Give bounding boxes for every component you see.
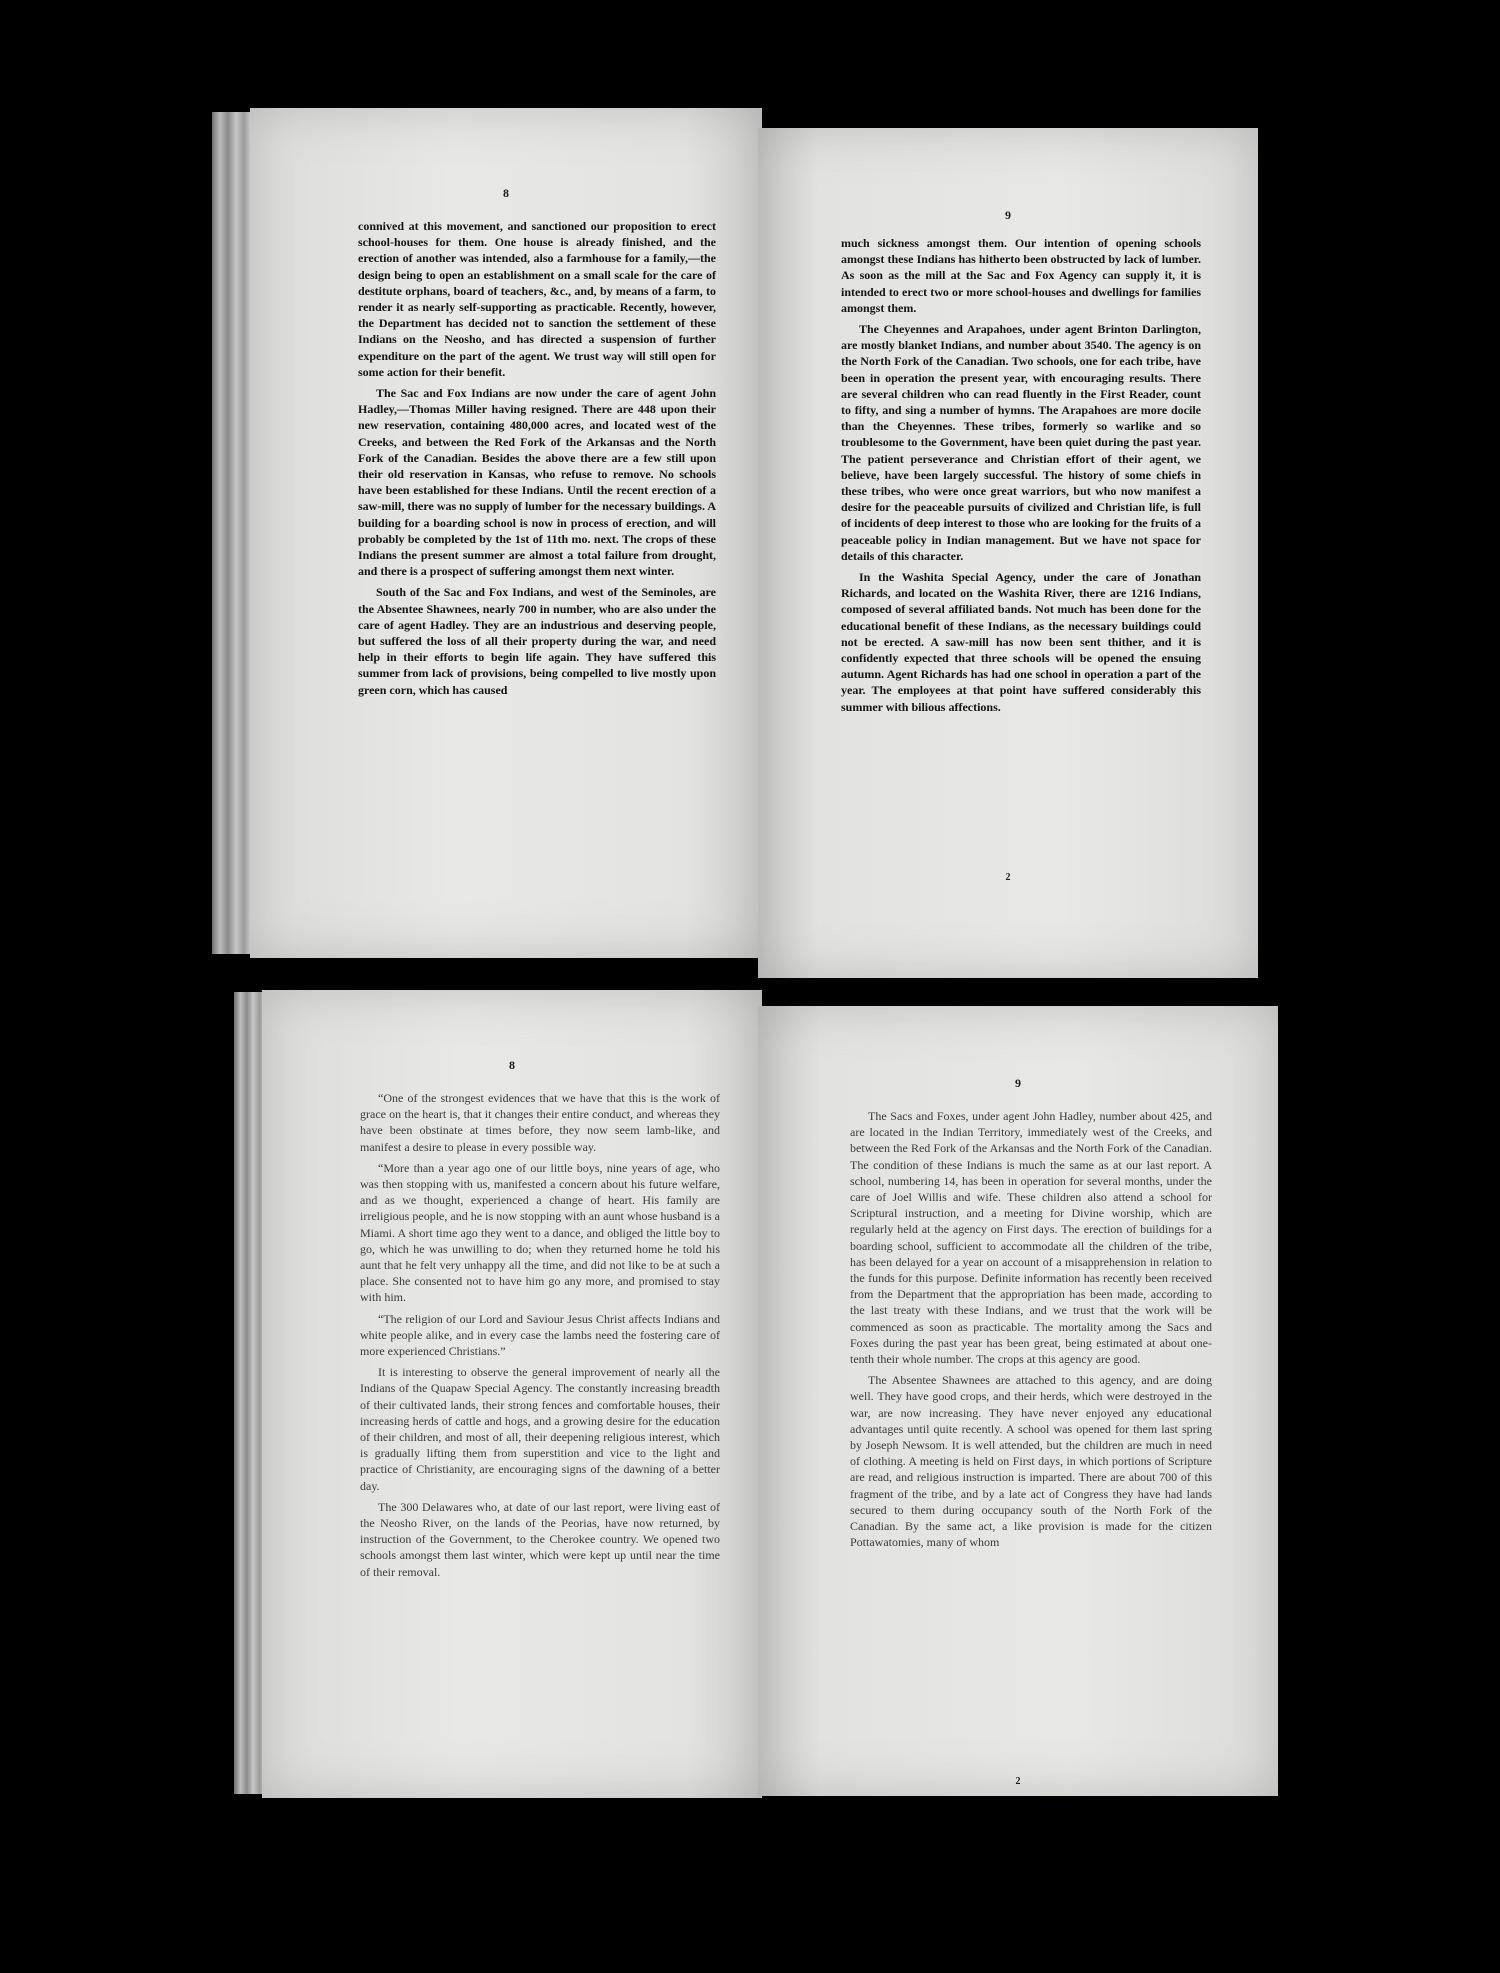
right-page xyxy=(758,1006,1278,1796)
paragraph: connived at this movement, and sanctioned our proposition to erect school-houses for them. One house is already finished, and the erection of another was intended, also a farmhouse for a family,—the design being to open an establishment on a small scale for the care of destitute orphans, board of teachers, &c., and, by means of a farm, to render it as nearly self-supporting as practicable. Recently, however, the Department has decided not to sanction the settlement of these Indians on the Neosho, and has directed a suspension of further expenditure on the part of the agent. We trust way will still open for some action for their benefit. xyxy=(358,219,716,379)
paragraph: In the Washita Special Agency, under the care of Jonathan Richards, and located on the Washita River, there are 1216 Indians, composed of several affiliated bands. Not much has been done for the educational benefit of these Indians, as the necessary buildings could not be erected. A saw-mill has now been sent thither, and it is confidently expected that three schools will be opened the ensuing autumn. Agent Richards has had one school in operation a part of the year. The employees at that point have suffered considerably this summer with bilious affections. xyxy=(841,570,1201,714)
paragraph: “One of the strongest evidences that we have that this is the work of grace on the heart is, that it changes their entire conduct, and whereas they have been obstinate at times before, they now seem lamb-like, and manifest a desire to please in every possible way. xyxy=(360,1091,720,1154)
signature-mark: 2 xyxy=(1015,1776,1021,1787)
page-text xyxy=(360,1090,720,1585)
paragraph: The Sacs and Foxes, under agent John Hadley, number about 425, and are located in the Indian Territory, immediately west of the Creeks, and between the Red Fork of the Arkansas and the North Fork of the Canadian. The condition of these Indians is much the same as at our last report. A school, numbering 14, has been in operation for several months, under the care of Joel Willis and wife. These children also attend a school for Scriptural instruction, and a meeting for Divine worship, which are regularly held at the agency on First days. The erection of buildings for a boarding school, sufficient to accommodate all the children of the tribe, has been delayed for a year on account of a misapprehension in relation to the funds for this purpose. Definite information has recently been received from the Department that the appropriation has been made, according to the last treaty with these Indians, and we trust that the work will be commenced as soon as practicable. The mortality among the Sacs and Foxes during the past year has been great, being estimated at about one-tenth their whole number. The crops at this agency are good. xyxy=(850,1109,1212,1367)
paragraph: The Cheyennes and Arapahoes, under agent Brinton Darlington, are mostly blanket Indians, and number about 3540. The agency is on the North Fork of the Canadian. Two schools, one for each tribe, have been in operation the present year, with encouraging results. There are several children who can read fluently in the First Reader, count to fifty, and sing a number of hymns. The Arapahoes are more docile than the Cheyennes. These tribes, formerly so warlike and so troublesome to the Government, have been quiet during the past year. The patient perseverance and Christian effort of their agent, we believe, have been largely successful. The history of some chiefs in these tribes, who were once great warriors, but who now manifest a desire for the peaceable pursuits of civilized and Christian life, is full of incidents of deep interest to those who are looking for the fruits of a peaceable policy in Indian management. But we have not space for details of this character. xyxy=(841,322,1201,563)
paragraph: much sickness amongst them. Our intention of opening schools amongst these Indians has hitherto been obstructed by lack of lumber. As soon as the mill at the Sac and Fox Agency can supply it, it is intended to erect two or more school-houses and dwellings for families amongst them. xyxy=(841,236,1201,315)
paragraph: It is interesting to observe the general improvement of nearly all the Indians of the Quapaw Special Agency. The constantly increasing breadth of their cultivated lands, their strong fences and comfortable houses, their increasing herds of cattle and hogs, and a growing desire for the education of their children, and most of all, their deepening religious interest, which is gradually lifting them from superstition and vice to the light and practice of Christianity, are encouraging signs of the dawning of a better day. xyxy=(360,1365,720,1493)
paragraph: South of the Sac and Fox Indians, and west of the Seminoles, are the Absentee Shawnees, nearly 700 in number, who are also under the care of agent Hadley. They are an industrious and deserving people, but suffered the loss of all their property during the war, and need help in their efforts to begin life again. They have suffered this summer from lack of provisions, being compelled to live mostly upon green corn, which has caused xyxy=(358,585,716,697)
page-number: 8 xyxy=(509,1058,515,1072)
bottom-spread xyxy=(0,990,1500,1973)
paragraph: The Absentee Shawnees are attached to this agency, and are doing well. They have good crops, and their herds, which were destroyed in the war, are now increasing. They have never enjoyed any educational advantages until quite recently. A school was opened for them last spring by Joseph Newsom. It is well attended, but the children are much in need of clothing. A meeting is held on First days, in which portions of Scripture are read, and religious instruction is imparted. There are about 700 of this fragment of the tribe, and by a late act of Congress they have had lands secured to them during occupancy south of the North Fork of the Canadian. By the same act, a like provision is made for the citizen Pottawatomies, many of whom xyxy=(850,1373,1212,1550)
left-page xyxy=(250,108,762,958)
paragraph: “More than a year ago one of our little boys, nine years of age, who was then stopping with us, manifested a concern about his future welfare, and as we thought, experienced a change of heart. His family are irreligious people, and he is now stopping with an aunt whose husband is a Miami. A short time ago they went to a dance, and obliged the little boy to go, which he was unwilling to do; when they returned home he told his aunt that he felt very unhappy all the time, and did not like to be at such a place. She consented not to have him go any more, and promised to stay with him. xyxy=(360,1160,720,1305)
paragraph: The 300 Delawares who, at date of our last report, were living east of the Neosho River, on the lands of the Peorias, have now returned, by instruction of the Government, to the Cherokee country. We opened two schools amongst them last winter, which were kept up until near the time of their removal. xyxy=(360,1499,720,1579)
right-page xyxy=(758,128,1258,978)
left-page xyxy=(262,990,762,1798)
page-text xyxy=(850,1108,1212,1555)
page-number: 8 xyxy=(503,186,509,200)
page-number: 9 xyxy=(1015,1076,1021,1090)
page-edges xyxy=(212,112,252,954)
paragraph: The Sac and Fox Indians are now under the care of agent John Hadley,—Thomas Miller having resigned. There are 448 upon their new reservation, containing 480,000 acres, and located west of the Creeks, and between the Red Fork of the Arkansas and the North Fork of the Canadian. Besides the above there are a few still upon their old reservation in Kansas, who refuse to remove. No schools have been established for these Indians. Until the recent erection of a saw-mill, there was no supply of lumber for the necessary buildings. A building for a boarding school is now in process of erection, and will probably be completed by the 1st of 11th mo. next. The crops of these Indians the present summer are almost a total failure from drought, and there is a prospect of suffering amongst them next winter. xyxy=(358,386,716,579)
paragraph: “The religion of our Lord and Saviour Jesus Christ affects Indians and white people alike, and in every case the lambs need the fostering care of more experienced Christians.” xyxy=(360,1311,720,1359)
page-text xyxy=(358,218,716,703)
page-text xyxy=(841,235,1201,720)
page-number: 9 xyxy=(1005,208,1011,222)
signature-mark: 2 xyxy=(1005,872,1011,883)
